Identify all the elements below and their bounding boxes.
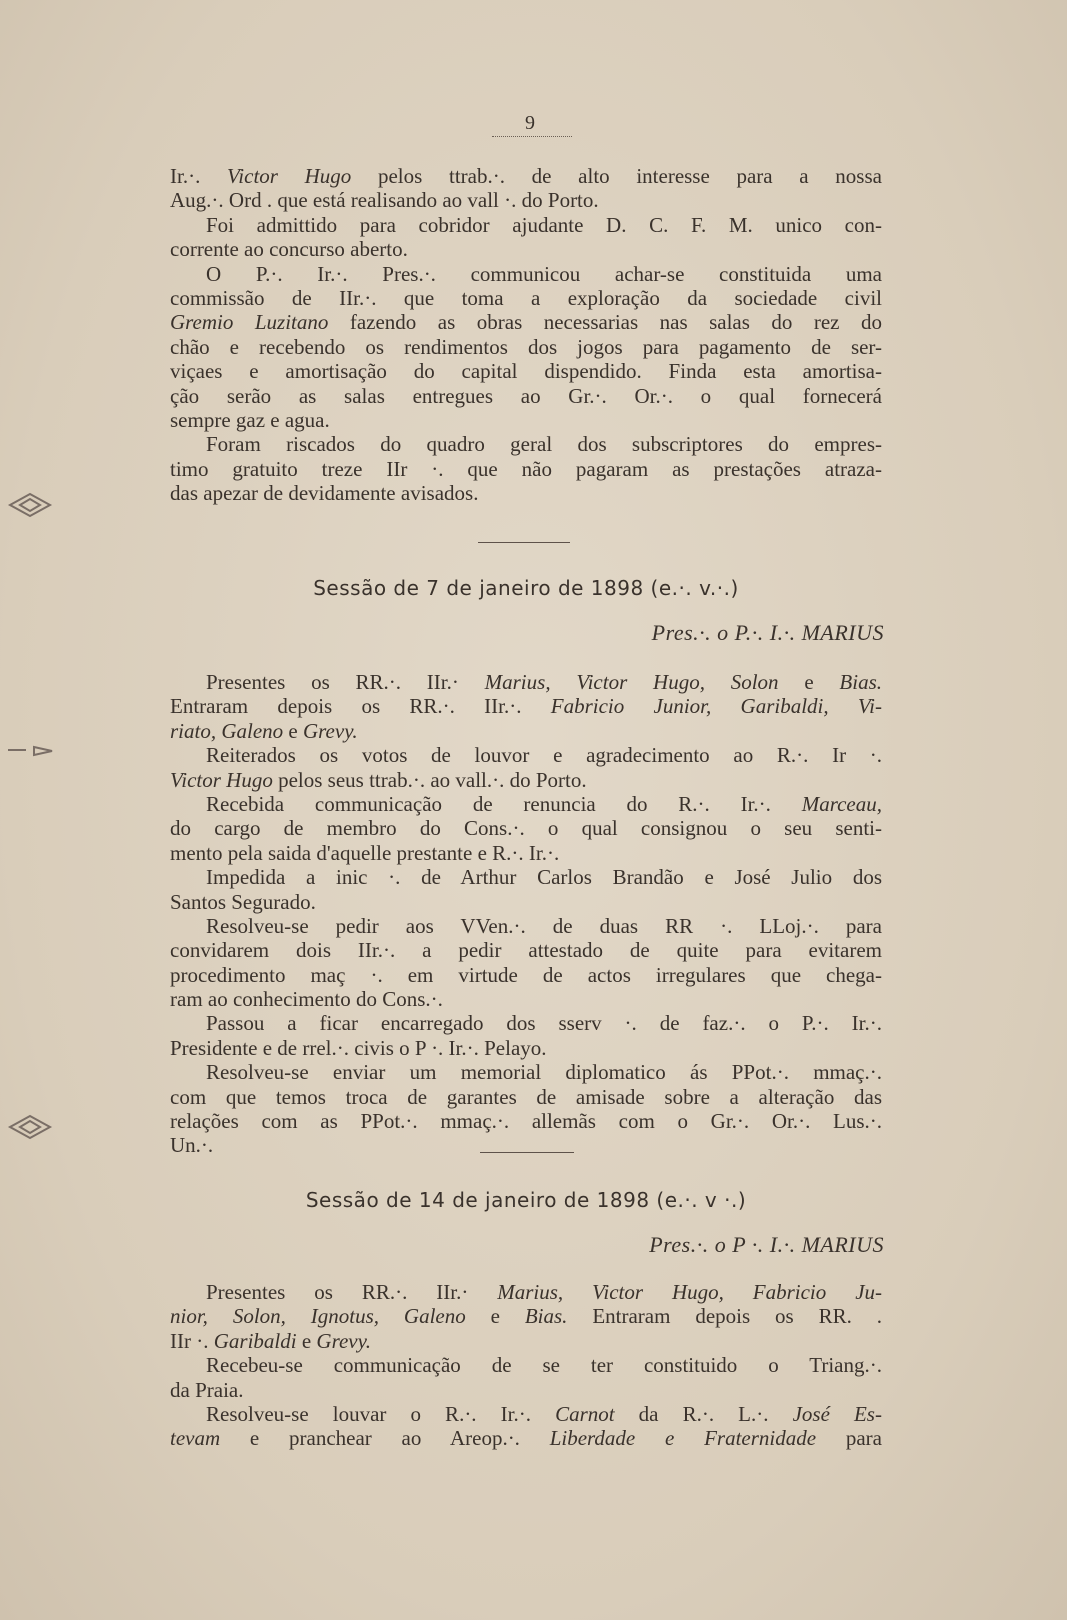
text-line: [170, 1353, 882, 1377]
text-run: da R.·. L.·.: [614, 1401, 793, 1426]
text-line: [170, 1109, 882, 1133]
italic-name: Marius, Victor Hugo, Fabricio Ju-: [497, 1280, 883, 1304]
opening-paragraphs: [170, 164, 882, 505]
text-line: [170, 1060, 882, 1084]
text-run: Foi admittido para cobridor ajudante D. C. F. M. unico con-: [206, 212, 882, 237]
text-line: [170, 481, 882, 505]
text-run: relações com as PPot.·. mmaç.·. allemãs com o Gr.·. Or.·. Lus.·.: [170, 1109, 882, 1134]
text-run: para: [816, 1426, 882, 1451]
text-run: Impedida a inic ·. de Arthur Carlos Brandão e José Julio dos: [206, 865, 882, 890]
text-run: Un.·.: [170, 1133, 214, 1158]
text-run: Presentes os RR.·. IIr.·: [206, 670, 485, 694]
session-president-14-jan: Pres.·. o P ·. I.·. MARIUS: [649, 1232, 884, 1257]
text-line: [170, 432, 882, 456]
text-line: [170, 694, 882, 718]
italic-name: Marius, Victor Hugo, Solon: [484, 670, 779, 694]
text-run: Passou a ficar encarregado dos sserv ·. de faz.·. o P.·. Ir.·.: [206, 1011, 882, 1036]
text-line: [170, 743, 882, 767]
italic-name: riato, Galeno: [170, 718, 284, 743]
session-minutes-7-jan: [170, 670, 882, 1158]
text-run: mento pela saida d'aquelle prestante e R.·. Ir.·.: [170, 840, 560, 865]
text-run: IIr ·.: [170, 1328, 214, 1353]
margin-ornament-icon: [6, 735, 54, 769]
text-run: corrente ao concurso aberto.: [170, 237, 408, 262]
text-run: sempre gaz e agua.: [170, 407, 330, 432]
text-line: [170, 359, 882, 383]
text-run: Entraram depois os RR. .: [567, 1304, 882, 1329]
text-line: [170, 768, 882, 792]
text-run: pelos seus ttrab.·. ao vall.·. do Porto.: [272, 767, 587, 792]
text-run: pelos ttrab.·. de alto interesse para a nossa: [351, 164, 882, 188]
session-heading-14-jan: Sessão de 14 de janeiro de 1898 (e.·. v ·.): [305, 1188, 747, 1212]
text-run: Ir.·.: [170, 164, 228, 188]
text-run: e pranchear ao Areop.·.: [220, 1426, 550, 1451]
section-divider: [480, 1152, 574, 1153]
italic-name: Grevy.: [316, 1328, 372, 1353]
text-run: Santos Segurado.: [170, 889, 316, 914]
text-line: [170, 841, 882, 865]
text-run: Recebida communicação de renuncia do R.·. Ir.·.: [206, 791, 802, 816]
text-line: [170, 792, 882, 816]
text-line: [170, 1304, 882, 1328]
text-run: ram ao conhecimento do Cons.·.: [170, 987, 443, 1012]
text-run: fazendo as obras necessarias nas salas do rez do: [328, 310, 882, 335]
text-line: [170, 1011, 882, 1035]
session-minutes-14-jan: [170, 1280, 882, 1451]
italic-name: Fabricio Junior, Garibaldi, Vi-: [550, 694, 882, 719]
italic-name: Bias.: [839, 670, 882, 694]
text-line: [170, 384, 882, 408]
page-number-rule: [492, 136, 572, 137]
text-line: [170, 335, 882, 359]
text-line: [170, 1426, 882, 1450]
session-heading-7-jan: Sessão de 7 de janeiro de 1898 (e.·. v.·.): [313, 576, 739, 600]
text-run: O P.·. Ir.·. Pres.·. communicou achar-se constituida uma: [206, 261, 882, 286]
text-line: [170, 914, 882, 938]
text-run: Reiterados os votos de louvor e agradecimento ao R.·. Ir ·.: [206, 743, 882, 768]
italic-name: Gremio Luzitano: [170, 310, 329, 335]
italic-name: Grevy.: [303, 718, 358, 743]
text-line: [170, 1036, 882, 1060]
text-line: [170, 1402, 882, 1426]
text-line: [170, 1329, 882, 1353]
italic-name: Marceau,: [801, 791, 882, 816]
text-line: [170, 188, 882, 212]
text-run: com que temos troca de garantes de amisade sobre a alteração das: [170, 1084, 882, 1109]
text-line: [170, 1085, 882, 1109]
page-number: 9: [525, 112, 535, 134]
text-line: [170, 938, 882, 962]
italic-name: Garibaldi: [213, 1328, 297, 1353]
italic-name: Carnot: [555, 1401, 615, 1426]
text-line: [170, 719, 882, 743]
italic-name: Liberdade e Fraternidade: [549, 1426, 817, 1451]
text-line: [170, 164, 882, 188]
text-run: timo gratuito treze IIr ·. que não pagaram as prestações atraza-: [170, 456, 882, 481]
section-divider: [478, 542, 570, 543]
text-line: [170, 987, 882, 1011]
text-run: da Praia.: [170, 1377, 244, 1402]
text-run: commissão de IIr.·. que toma a exploração da sociedade civil: [170, 285, 882, 310]
text-run: Resolveu-se louvar o R.·. Ir.·.: [206, 1401, 556, 1426]
text-run: Recebeu-se communicação de se ter constituido o Triang.·.: [206, 1353, 882, 1378]
text-run: ção serão as salas entregues ao Gr.·. Or.·. o qual fornecerá: [170, 383, 882, 408]
text-run: e: [283, 718, 303, 743]
italic-name: nior, Solon, Ignotus, Galeno: [170, 1304, 466, 1329]
text-run: do cargo de membro do Cons.·. o qual consignou o seu senti-: [170, 816, 882, 841]
text-run: e: [465, 1304, 525, 1329]
text-run: procedimento maç ·. em virtude de actos irregulares que chega-: [170, 962, 882, 987]
text-run: e: [296, 1328, 317, 1353]
text-line: [170, 213, 882, 237]
text-line: [170, 865, 882, 889]
italic-name: Victor Hugo: [170, 767, 273, 792]
italic-name: José Es-: [792, 1401, 882, 1426]
text-run: Presidente e de rrel.·. civis o P ·. Ir.·. Pelayo.: [170, 1035, 547, 1060]
text-line: [170, 286, 882, 310]
text-run: Foram riscados do quadro geral dos subscriptores do empres-: [206, 432, 882, 457]
text-run: Resolveu-se enviar um memorial diplomatico ás PPot.·. mmaç.·.: [206, 1060, 882, 1085]
italic-name: Bias.: [524, 1304, 568, 1329]
text-run: convidarem dois IIr.·. a pedir attestado de quite para evitarem: [170, 938, 882, 963]
italic-name: Victor Hugo: [227, 164, 352, 188]
text-run: Presentes os RR.·. IIr.·: [206, 1280, 498, 1304]
text-run: viçaes e amortisação do capital dispendido. Finda esta amortisa-: [170, 359, 882, 384]
margin-ornament-icon: [6, 488, 54, 522]
text-line: [170, 1378, 882, 1402]
text-line: [170, 1133, 882, 1157]
text-line: [170, 262, 882, 286]
text-line: [170, 457, 882, 481]
italic-name: tevam: [170, 1426, 221, 1451]
margin-ornament-icon: [6, 1110, 54, 1144]
text-line: [170, 310, 882, 334]
text-run: Resolveu-se pedir aos VVen.·. de duas RR ·. LLoj.·. para: [206, 913, 882, 938]
text-run: Aug.·. Ord . que está realisando ao vall ·. do Porto.: [170, 188, 599, 213]
text-line: [170, 963, 882, 987]
text-line: [170, 670, 882, 694]
text-run: Entraram depois os RR.·. IIr.·.: [170, 694, 551, 719]
text-line: [170, 237, 882, 261]
text-line: [170, 890, 882, 914]
text-run: e: [778, 670, 840, 694]
text-line: [170, 1280, 882, 1304]
text-line: [170, 408, 882, 432]
session-president-7-jan: Pres.·. o P.·. I.·. MARIUS: [651, 620, 884, 645]
text-run: das apezar de devidamente avisados.: [170, 481, 479, 506]
text-run: chão e recebendo os rendimentos dos jogos para pagamento de ser-: [170, 334, 882, 359]
text-line: [170, 816, 882, 840]
